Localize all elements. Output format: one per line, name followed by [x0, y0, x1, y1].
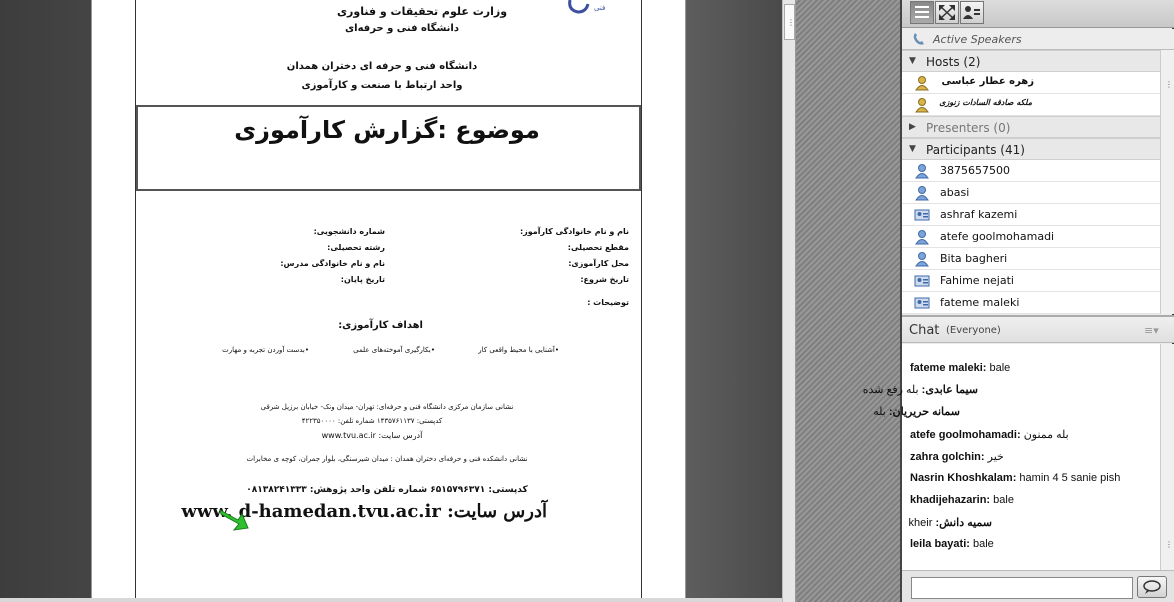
host-icon	[914, 75, 930, 91]
address-line: کدپستی: ۱۴۳۵۷۶۱۱۳۷ شماره تلفن: ۴۲۲۳۵۰۰۰۰	[301, 417, 443, 425]
chat-message: khadijehazarin: bale	[910, 494, 1014, 506]
phone-icon	[912, 32, 926, 46]
list-icon	[911, 2, 933, 23]
viewer-scrollbar[interactable]	[782, 0, 796, 602]
participant-name: abasi	[940, 186, 970, 199]
participant-row[interactable]	[902, 248, 1160, 270]
participant-row[interactable]	[902, 226, 1160, 248]
document-page	[91, 0, 686, 598]
hosts-group-header[interactable]	[902, 50, 1160, 72]
list-view-button[interactable]	[910, 1, 934, 24]
speech-bubble-icon	[1138, 577, 1166, 597]
chat-message: سمیه دانش: kheir	[908, 517, 992, 529]
field-student-name: نام و نام خانوادگی کارآموز:	[519, 227, 629, 236]
participant-icon	[914, 251, 930, 267]
grip-icon: ⋮	[1165, 80, 1173, 89]
field-degree: مقطع تحصیلی:	[567, 243, 629, 252]
participant-row[interactable]	[902, 270, 1160, 292]
host-row[interactable]	[902, 72, 1160, 94]
fullscreen-button[interactable]	[935, 1, 959, 24]
collapse-arrow-icon: ▼	[909, 56, 916, 66]
chat-message: atefe goolmohamadi: بله ممنون	[910, 429, 1069, 441]
field-student-number: شماره دانشجویی:	[313, 227, 385, 236]
expand-arrow-icon: ▶	[909, 122, 916, 132]
field-major: رشته تحصیلی:	[327, 243, 385, 252]
chat-scrollbar[interactable]	[1160, 344, 1174, 570]
field-location: محل کارآموزی:	[568, 259, 629, 268]
chat-messages	[862, 344, 1160, 570]
participant-name: ashraf kazemi	[940, 208, 1018, 221]
group-label: Participants (41)	[926, 143, 1025, 157]
panel-divider	[796, 0, 900, 602]
active-speakers-bar	[902, 29, 1174, 50]
attendee-list	[902, 50, 1160, 314]
university-logo	[566, 0, 626, 16]
participant-name: Fahime nejati	[940, 274, 1014, 287]
participants-group-header[interactable]	[902, 138, 1160, 160]
host-icon	[914, 97, 930, 113]
chat-menu-icon[interactable]: ≡▾	[1144, 324, 1159, 337]
field-start-date: تاریخ شروع:	[580, 275, 629, 284]
chat-scope: (Everyone)	[946, 325, 1001, 336]
address-line: نشانی سازمان مرکزی دانشگاه فنی و حرفه‌ای: تهران- میدان ونک- خیابان برزیل شرقی	[260, 403, 514, 411]
chat-message: fateme maleki: bale	[910, 362, 1011, 374]
field-instructor: نام و نام خانوادگی مدرس:	[280, 259, 385, 268]
viewer-status-strip	[0, 598, 900, 602]
unit-line: واحد ارتباط با صنعت و کارآموزی	[301, 80, 463, 91]
participant-icon	[914, 229, 930, 245]
chat-message: Nasrin Khoshkalam: hamin 4 5 sanie pish	[910, 472, 1121, 484]
svg-text:فنی: فنی	[594, 4, 606, 12]
active-speakers-label: Active Speakers	[933, 33, 1022, 46]
chat-input[interactable]	[911, 577, 1133, 599]
chat-message: سمانه حریریان: بله	[873, 406, 960, 418]
grip-icon: ⋮	[787, 18, 795, 27]
participant-name: 3875657500	[940, 164, 1010, 177]
participant-row[interactable]	[902, 182, 1160, 204]
presenters-group-header[interactable]	[902, 116, 1160, 138]
panel-toolbar	[902, 0, 1174, 28]
participant-icon	[914, 163, 930, 179]
attendee-panel	[862, 0, 1173, 602]
chat-message: سیما عابدی: بله رفع شده	[862, 384, 978, 396]
chat-title: Chat	[909, 323, 940, 338]
green-arrow-icon	[218, 506, 250, 532]
participant-name: fateme maleki	[940, 296, 1020, 309]
participant-row[interactable]	[902, 160, 1160, 182]
participant-card-icon	[914, 207, 930, 223]
participant-card-icon	[914, 295, 930, 311]
chat-message: leila bayati: bale	[910, 538, 994, 550]
group-label: Presenters (0)	[926, 121, 1011, 135]
goal-item: •بکارگیری آموخته‌های علمی	[353, 346, 435, 354]
faculty-line: دانشگاه فنی و حرفه ای دختران همدان	[286, 61, 478, 72]
collapse-arrow-icon: ▼	[909, 144, 916, 154]
report-title: موضوع :گزارش کارآموزی	[234, 116, 540, 144]
send-message-button[interactable]	[1137, 576, 1167, 598]
address-line: نشانی دانشکده فنی و حرفه‌ای دختران همدان : میدان شیرسنگی، بلوار جمران، کوچه ی مخابرات	[246, 455, 528, 463]
participant-row[interactable]	[902, 204, 1160, 226]
participant-row[interactable]	[902, 292, 1160, 314]
chat-header	[902, 315, 1174, 343]
goal-item: •بدست آوردن تجربه و مهارت	[222, 346, 309, 354]
participant-card-icon	[914, 273, 930, 289]
host-name: ملکه صادقه السادات زنوزی	[939, 98, 1032, 107]
address-line: آدرس سایت: www.tvu.ac.ir	[321, 431, 423, 440]
goals-title: اهداف کارآموزی:	[338, 320, 423, 331]
user-list-icon	[961, 2, 983, 23]
goal-item: •آشنایی با محیط واقعی کار	[478, 346, 559, 354]
host-row[interactable]	[902, 94, 1160, 116]
notes-label: توضیحات :	[587, 298, 629, 307]
website-line: آدرس سایت: www. d-hamedan.tvu.ac.ir	[181, 501, 547, 522]
group-label: Hosts (2)	[926, 55, 981, 69]
ministry-line: وزارت علوم تحقیقات و فناوری	[336, 5, 508, 18]
host-name: زهره عطار عباسی	[941, 76, 1034, 87]
contact-line: کدپستی: ۶۵۱۵۷۹۶۳۷۱ شماره تلفن واحد پژوهش: ۰۸۱۳۸۲۴۱۳۳۳	[246, 485, 528, 495]
expand-icon	[936, 2, 958, 23]
participant-name: atefe goolmohamadi	[940, 230, 1055, 243]
chat-message: zahra golchin: خیر	[910, 451, 1004, 463]
university-line: دانشگاه فنی و حرفه‌ای	[344, 23, 459, 34]
grip-icon: ⋮	[1165, 540, 1173, 549]
user-view-button[interactable]	[960, 1, 984, 24]
participant-name: Bita bagheri	[940, 252, 1008, 265]
attendee-list-scrollbar[interactable]	[1160, 50, 1174, 314]
chat-compose	[902, 570, 1174, 602]
participant-icon	[914, 185, 930, 201]
field-end-date: تاریخ پایان:	[340, 275, 385, 284]
